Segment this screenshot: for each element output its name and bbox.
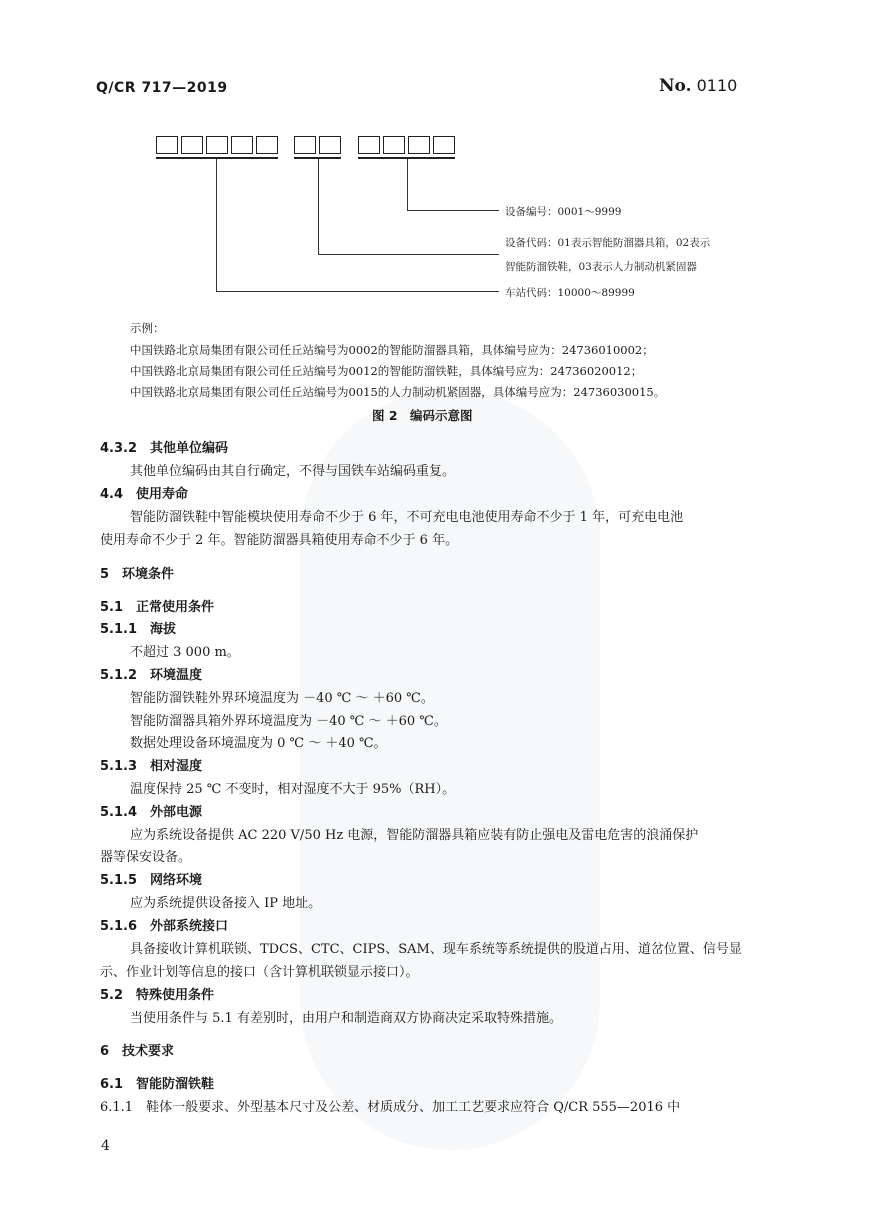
paragraph: 示、作业计划等信息的接口（含计算机联锁显示接口）。 bbox=[100, 965, 419, 980]
heading-5-1-1: 5.1.1 海拔 bbox=[100, 622, 177, 637]
device-number-label: 设备编号：0001～9999 bbox=[505, 206, 622, 218]
number-value: 0110 bbox=[696, 76, 738, 95]
code-box bbox=[181, 136, 203, 154]
paragraph: 智能防溜器具箱外界环境温度为 －40 ℃ ～ ＋60 ℃。 bbox=[130, 714, 447, 729]
heading-4-3-2: 4.3.2 其他单位编码 bbox=[100, 441, 229, 456]
connector-line bbox=[318, 159, 319, 255]
paragraph: 具备接收计算机联锁、TDCS、CTC、CIPS、SAM、现车系统等系统提供的股道占用、道岔位置、信号显 bbox=[130, 942, 742, 957]
heading-5-1: 5.1 正常使用条件 bbox=[100, 600, 215, 615]
code-box bbox=[294, 136, 316, 154]
heading-6: 6 技术要求 bbox=[100, 1044, 175, 1059]
heading-5: 5 环境条件 bbox=[100, 567, 175, 582]
code-box bbox=[319, 136, 341, 154]
connector-line bbox=[216, 159, 217, 292]
code-box bbox=[206, 136, 228, 154]
paragraph: 应为系统提供设备接入 IP 地址。 bbox=[130, 896, 322, 911]
paragraph: 智能防溜铁鞋中智能模块使用寿命不少于 6 年，不可充电电池使用寿命不少于 1 年，可充电电池 bbox=[130, 510, 684, 525]
code-box bbox=[256, 136, 278, 154]
example-title: 示例： bbox=[130, 321, 165, 335]
heading-5-1-5: 5.1.5 网络环境 bbox=[100, 873, 203, 888]
connector-line bbox=[318, 254, 499, 255]
paragraph: 应为系统设备提供 AC 220 V/50 Hz 电源，智能防溜器具箱应装有防止强电及雷电危害的浪涌保护 bbox=[130, 828, 699, 843]
standard-code: Q/CR 717—2019 bbox=[96, 80, 228, 96]
code-box bbox=[383, 136, 405, 154]
device-code-label-cont: 智能防溜铁鞋，03表示人力制动机紧固器 bbox=[505, 261, 697, 273]
station-group-underline bbox=[156, 157, 278, 159]
device-code-label: 设备代码：01表示智能防溜器具箱，02表示 bbox=[505, 237, 711, 249]
heading-5-1-6: 5.1.6 外部系统接口 bbox=[100, 919, 229, 934]
connector-line bbox=[407, 210, 499, 211]
document-number bbox=[659, 76, 737, 96]
paragraph: 当使用条件与 5.1 有差别时，由用户和制造商双方协商决定采取特殊措施。 bbox=[130, 1011, 562, 1026]
connector-line bbox=[216, 291, 499, 292]
example-line: 中国铁路北京局集团有限公司任丘站编号为0015的人力制动机紧固器，具体编号应为：24736030015。 bbox=[130, 385, 666, 399]
connector-line bbox=[407, 159, 408, 211]
example-line: 中国铁路北京局集团有限公司任丘站编号为0012的智能防溜铁鞋，具体编号应为：24736020012； bbox=[130, 364, 643, 378]
paragraph: 智能防溜铁鞋外界环境温度为 －40 ℃ ～ ＋60 ℃。 bbox=[130, 691, 434, 706]
number-prefix: No. bbox=[659, 76, 692, 96]
station-code-label: 车站代码：10000～89999 bbox=[505, 287, 635, 299]
paragraph: 数据处理设备环境温度为 0 ℃ ～ ＋40 ℃。 bbox=[130, 736, 387, 751]
heading-5-1-3: 5.1.3 相对湿度 bbox=[100, 759, 203, 774]
paragraph-6-1-1: 6.1.1 鞋体一般要求、外型基本尺寸及公差、材质成分、加工工艺要求应符合 Q/CR 555—2016 中 bbox=[100, 1100, 681, 1115]
code-box bbox=[156, 136, 178, 154]
figure-caption: 图 2 编码示意图 bbox=[372, 408, 473, 423]
heading-5-1-4: 5.1.4 外部电源 bbox=[100, 805, 203, 820]
paragraph: 温度保持 25 ℃ 不变时，相对湿度不大于 95%（RH）。 bbox=[130, 782, 456, 797]
heading-5-1-2: 5.1.2 环境温度 bbox=[100, 668, 203, 683]
code-box bbox=[433, 136, 455, 154]
code-box bbox=[358, 136, 380, 154]
paragraph: 器等保安设备。 bbox=[100, 850, 192, 865]
heading-5-2: 5.2 特殊使用条件 bbox=[100, 988, 215, 1003]
code-box bbox=[408, 136, 430, 154]
example-line: 中国铁路北京局集团有限公司任丘站编号为0002的智能防溜器具箱，具体编号应为：24736010002； bbox=[130, 343, 654, 357]
page-number: 4 bbox=[101, 1138, 110, 1154]
code-box bbox=[231, 136, 253, 154]
heading-6-1: 6.1 智能防溜铁鞋 bbox=[100, 1077, 215, 1092]
paragraph: 使用寿命不少于 2 年。智能防溜器具箱使用寿命不少于 6 年。 bbox=[100, 533, 459, 548]
paragraph: 不超过 3 000 m。 bbox=[130, 645, 240, 660]
watermark bbox=[300, 390, 600, 1150]
heading-4-4: 4.4 使用寿命 bbox=[100, 487, 189, 502]
paragraph: 其他单位编码由其自行确定，不得与国铁车站编码重复。 bbox=[130, 464, 456, 479]
